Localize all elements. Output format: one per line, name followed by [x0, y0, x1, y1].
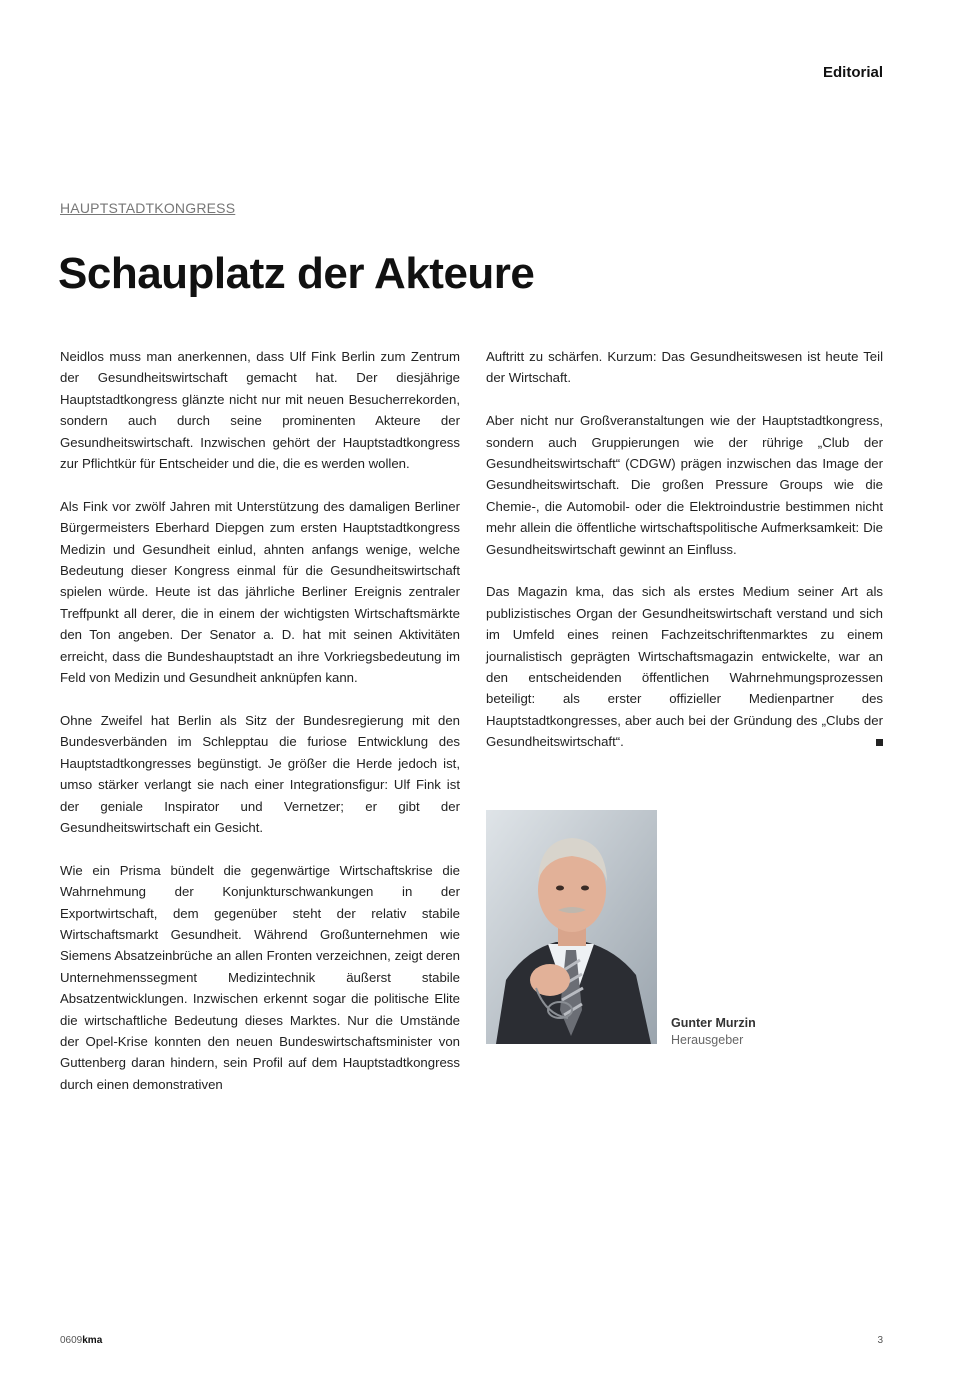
article-kicker: HAUPTSTADTKONGRESS: [60, 200, 236, 216]
author-name: Gunter Murzin: [671, 1016, 756, 1030]
author-portrait: [486, 810, 657, 1044]
paragraph: Ohne Zweifel hat Berlin als Sitz der Bundesregierung mit den Bundesverbänden im Schlepptau die furiose Entwicklung des Hauptstadtkongresses begünstigt. Je größer die Herde jedoch ist, umso stärker verlangt sie nach einer Integrationsfigur: Ulf Fink ist der geniale Inspirator und Vernetzer; er gibt der Gesundheitswirtschaft ein Gesicht.: [60, 712, 460, 835]
issue-footer: [60, 1335, 102, 1346]
page-number: 3: [877, 1335, 883, 1346]
paragraph: Auftritt zu schärfen. Kurzum: Das Gesundheitswesen ist heute Teil der Wirtschaft.: [486, 349, 883, 386]
article-column-left: [60, 346, 460, 1117]
article-column-right: [486, 346, 883, 774]
paragraph: Aber nicht nur Großveranstaltungen wie der Hauptstadtkongress, sondern auch Gruppierungen wie der rührige „Club der Gesundheitswirtschaft“ (CDGW) prägen inzwischen das Image der Gesundheitswirtschaft. Die großen Pressure Groups wie die Chemie-, die Automobil- oder die Elektroindustrie bestimmen nicht mehr allein die öffentliche wirtschaftspolitische Aufmerksamkeit: Die Gesundheitswirtschaft gewinnt an Einfluss.: [486, 413, 883, 557]
article-title: Schauplatz der Akteure: [58, 249, 535, 298]
issue-number: 0609: [60, 1335, 83, 1346]
paragraph: Neidlos muss man anerkennen, dass Ulf Fink Berlin zum Zentrum der Gesundheitswirtschaft gemacht hat. Der diesjährige Hauptstadtkongress glänzte nicht nur mit neuen Besucherrekorden, sondern auch durch seine prominenten Akteure der Gesundheitswirtschaft. Inzwischen gehört der Hauptstadtkongress zur Pflichtkür für Entscheider und die, die es werden wollen.: [60, 349, 460, 472]
portrait-illustration: [486, 810, 657, 1044]
author-role: Herausgeber: [671, 1033, 744, 1047]
magazine-brand: kma: [82, 1335, 103, 1346]
paragraph: Als Fink vor zwölf Jahren mit Unterstützung des damaligen Berliner Bürgermeisters Eberhard Diepgen zum ersten Hauptstadtkongress Medizin und Gesundheit einlud, ahnten anfangs wenige, welche Bedeutung dieser Kongress einmal für die Gesundheitswirtschaft spielen würde. Heute ist das jährliche Berliner Ereignis zentraler Treffpunkt all derer, die in einem der wichtigsten Wirtschaftsmärkte den Ton angeben. Der Senator a. D. hat mit seinen Aktivitäten erreicht, dass die Bundeshauptstadt an ihre Vorkriegsbedeutung im Feld von Medizin und Gesundheit anknüpfen kann.: [60, 498, 460, 686]
paragraph-last: [486, 581, 883, 752]
section-label: Editorial: [822, 64, 883, 81]
end-of-article-mark: [876, 739, 883, 746]
paragraph: Wie ein Prisma bündelt die gegenwärtige Wirtschaftskrise die Wahrnehmung der Konjunkturschwankungen in der Exportwirtschaft, dem gegenüber steht der relativ stabile Wirtschaftsmarkt Gesundheit. Während Großunternehmen wie Siemens Absatzeinbrüche an allen Fronten verzeichnen, zeigt deren Unternehmenssegment Medizintechnik äußerst stabile Absatzentwicklungen. Inzwischen erkennt sogar die politische Elite die wirtschaftliche Bedeutung dieses Marktes. Nur die Umstände der Opel-Krise konnten den neuen Bundeswirtschaftsminister von Guttenberg daran hindern, sein Profil auf dem Hauptstadtkongress durch einen demonstrativen: [60, 862, 460, 1092]
paragraph-text: Das Magazin kma, das sich als erstes Medium seiner Art als publizistisches Organ der Gesundheitswirtschaft verstand und sich im Umfeld eines reinen Fachzeitschriftenmarktes zu einem journalistisch geprägten Wirtschaftsmagazin entwickelte, war an den entscheidenden öffentlichen Wahrnehmungsprozessen beteiligt: als erster offizieller Medienpartner des Hauptstadtkongresses, aber auch bei der Gründung des „Clubs der Gesundheitswirtschaft“.: [486, 584, 883, 750]
